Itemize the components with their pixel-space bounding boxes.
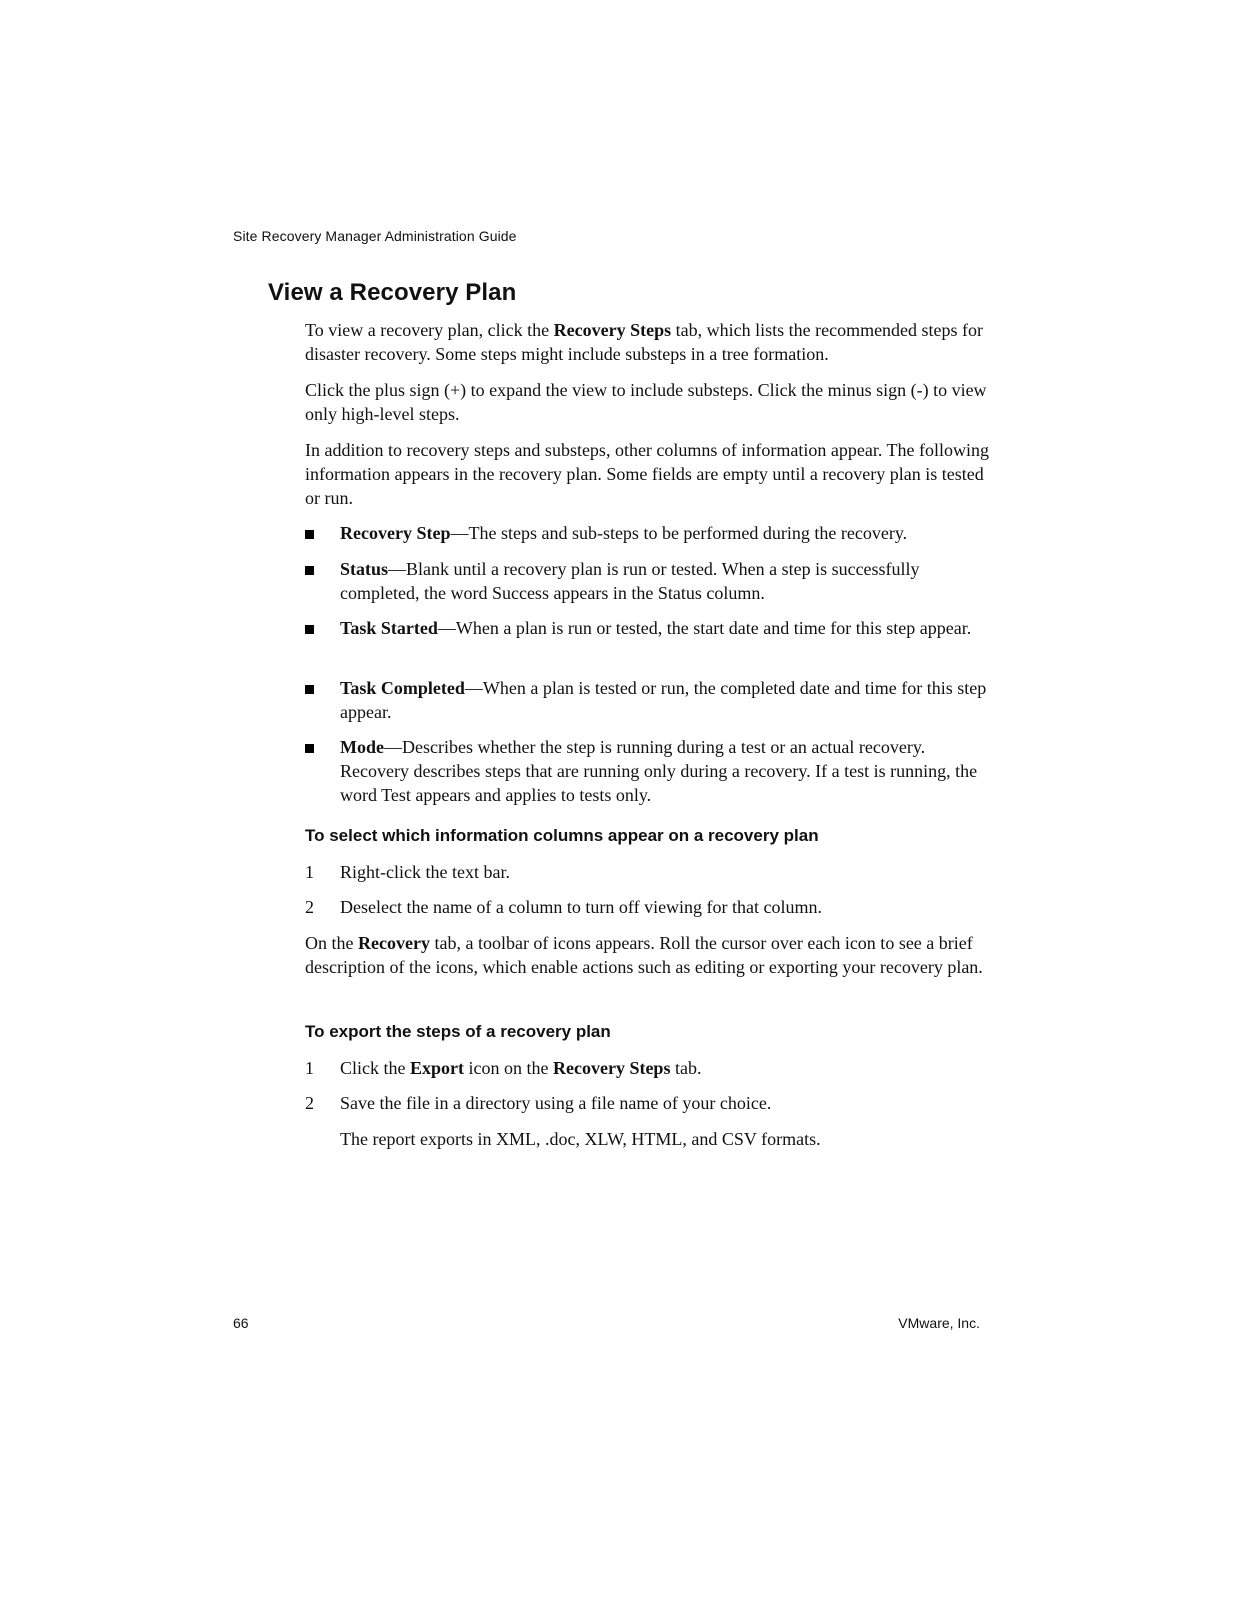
column-term: Task Completed: [340, 678, 465, 698]
toolbar-recovery-term: Recovery: [358, 933, 430, 953]
running-header: Site Recovery Manager Administration Guide: [233, 228, 517, 244]
toolbar-text-a: On the: [305, 933, 358, 953]
bullet-square-icon: [305, 685, 314, 694]
intro-paragraph-3: In addition to recovery steps and substeps, other columns of information appear. The following information appears in the recovery plan. Some fields are empty until a recovery plan is tested or run.: [305, 440, 990, 508]
intro-paragraph-1: [305, 318, 995, 366]
column-description: —When a plan is tested or run, the completed date and time for this step appear.: [340, 678, 987, 722]
page-number: 66: [233, 1315, 249, 1331]
select-columns-heading: To select which information columns appear on a recovery plan: [305, 826, 819, 845]
intro-p1-recovery-steps: Recovery Steps: [553, 320, 672, 340]
column-description: —When a plan is run or tested, the start date and time for this step appear.: [437, 618, 972, 638]
page-title: View a Recovery Plan: [268, 279, 517, 306]
step-text: Click the Export icon on the Recovery Steps tab.: [340, 1058, 702, 1078]
step-number: 1: [305, 862, 314, 882]
intro-p1-text-a: To view a recovery plan, click the: [305, 320, 554, 340]
toolbar-text-b: tab, a toolbar of icons appears. Roll the cursor over each icon to see a brief description of the icons, which enable actions such as editing or exporting your recovery plan.: [305, 933, 983, 977]
export-term: Export: [410, 1058, 464, 1078]
intro-p1-text-b: tab, which lists the recommended steps for disaster recovery. Some steps might include substeps in a tree formation.: [305, 320, 984, 364]
column-term: Task Started: [340, 618, 438, 638]
column-term: Status: [340, 559, 389, 579]
column-term: Mode: [340, 737, 384, 757]
step-text: Right-click the text bar.: [340, 862, 510, 882]
bullet-square-icon: [305, 530, 314, 539]
column-description: —The steps and sub-steps to be performed during the recovery.: [450, 523, 908, 543]
column-description: —Describes whether the step is running during a test or an actual recovery. Recovery describes steps that are running only during a recovery. If a test is running, the word Test appears and applies to tests only.: [340, 737, 978, 805]
step-text: Save the file in a directory using a file name of your choice.: [340, 1093, 772, 1113]
column-description: —Blank until a recovery plan is run or tested. When a step is successfully completed, the word Success appears in the Status column.: [340, 559, 920, 603]
column-term: Recovery Step: [340, 523, 451, 543]
step-number: 2: [305, 1093, 314, 1113]
recovery-steps-term: Recovery Steps: [552, 1058, 671, 1078]
bullet-square-icon: [305, 625, 314, 634]
footer-company: VMware, Inc.: [898, 1315, 980, 1331]
step-number: 2: [305, 897, 314, 917]
bullet-square-icon: [305, 566, 314, 575]
step-result-text: The report exports in XML, .doc, XLW, HTML, and CSV formats.: [340, 1129, 821, 1149]
step-number: 1: [305, 1058, 314, 1078]
step-text: Deselect the name of a column to turn off viewing for that column.: [340, 897, 823, 917]
bullet-square-icon: [305, 744, 314, 753]
toolbar-paragraph: [305, 931, 995, 979]
export-heading: To export the steps of a recovery plan: [305, 1022, 611, 1041]
intro-paragraph-2: Click the plus sign (+) to expand the view to include substeps. Click the minus sign (-) to view only high-level steps.: [305, 380, 987, 424]
